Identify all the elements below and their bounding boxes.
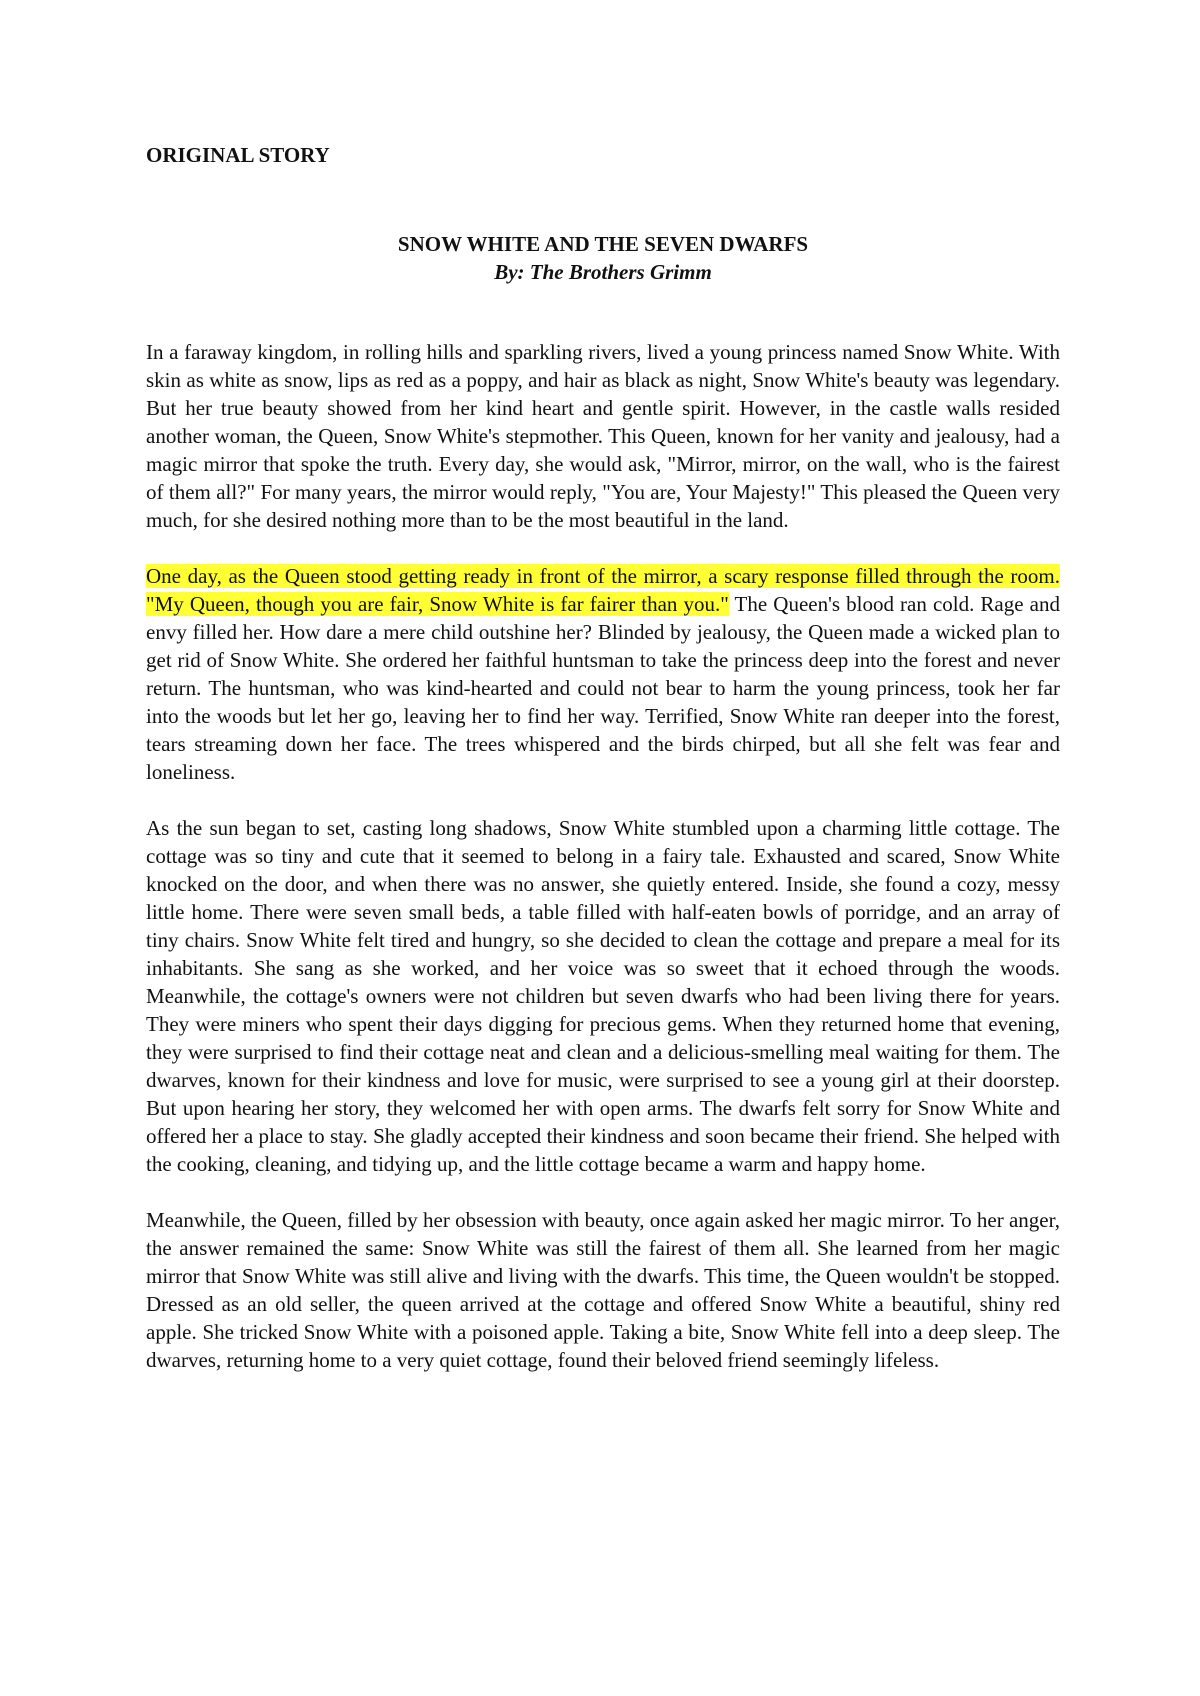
paragraph-4: Meanwhile, the Queen, filled by her obsession with beauty, once again asked her magic mirror. To her anger, the answer remained the same: Snow White was still the fairest of them all. She learned from her magic mirror that Snow White was still alive and living with the dwarfs. This time, the Queen wouldn't be stopped. Dressed as an old seller, the queen arrived at the cottage and offered Snow White a beautiful, shiny red apple. She tricked Snow White with a poisoned apple. Taking a bite, Snow White fell into a deep sleep. The dwarves, returning home to a very quiet cottage, found their beloved friend seemingly lifeless.: [146, 1208, 1060, 1372]
title-block: [146, 230, 1060, 286]
section-heading: ORIGINAL STORY: [146, 143, 330, 167]
story-byline: By: The Brothers Grimm: [494, 260, 712, 284]
story-title: SNOW WHITE AND THE SEVEN DWARFS: [397, 232, 809, 256]
document-body: [146, 142, 1060, 1402]
paragraph-2: [146, 562, 1060, 786]
paragraph-3: As the sun began to set, casting long shadows, Snow White stumbled upon a charming little cottage. The cottage was so tiny and cute that it seemed to belong in a fairy tale. Exhausted and scared, Snow White knocked on the door, and when there was no answer, she quietly entered. Inside, she found a cozy, messy little home. There were seven small beds, a table filled with half-eaten bowls of porridge, and an array of tiny chairs. Snow White felt tired and hungry, so she decided to clean the cottage and prepare a meal for its inhabitants. She sang as she worked, and her voice was so sweet that it echoed through the woods. Meanwhile, the cottage's owners were not children but seven dwarfs who had been living there for years. They were miners who spent their days digging for precious gems. When they returned home that evening, they were surprised to find their cottage neat and clean and a delicious-smelling meal waiting for them. The dwarves, known for their kindness and love for music, were surprised to see a young girl at their doorstep. But upon hearing her story, they welcomed her with open arms. The dwarfs felt sorry for Snow White and offered her a place to stay. She gladly accepted their kindness and soon became their friend. She helped with the cooking, cleaning, and tidying up, and the little cottage became a warm and happy home.: [146, 816, 1060, 1176]
paragraph-2-text: The Queen's blood ran cold. Rage and envy filled her. How dare a mere child outshine her? Blinded by jealousy, the Queen made a wicked plan to get rid of Snow White. She ordered her faithful huntsman to take the princess deep into the forest and never return. The huntsman, who was kind-hearted and could not bear to harm the young princess, took her far into the woods but let her go, leaving her to find her way. Terrified, Snow White ran deeper into the forest, tears streaming down her face. The trees whispered and the birds chirped, but all she felt was fear and loneliness.: [146, 592, 1060, 784]
highlighted-text: One day, as the Queen stood getting ready in front of the mirror, a scary response filled through the room. "My Queen, though you are fair, Snow White is far fairer than you.": [146, 564, 1060, 616]
paragraph-1: In a faraway kingdom, in rolling hills and sparkling rivers, lived a young princess named Snow White. With skin as white as snow, lips as red as a poppy, and hair as black as night, Snow White's beauty was legendary. But her true beauty showed from her kind heart and gentle spirit. However, in the castle walls resided another woman, the Queen, Snow White's stepmother. This Queen, known for her vanity and jealousy, had a magic mirror that spoke the truth. Every day, she would ask, "Mirror, mirror, on the wall, who is the fairest of them all?" For many years, the mirror would reply, "You are, Your Majesty!" This pleased the Queen very much, for she desired nothing more than to be the most beautiful in the land.: [146, 340, 1060, 532]
